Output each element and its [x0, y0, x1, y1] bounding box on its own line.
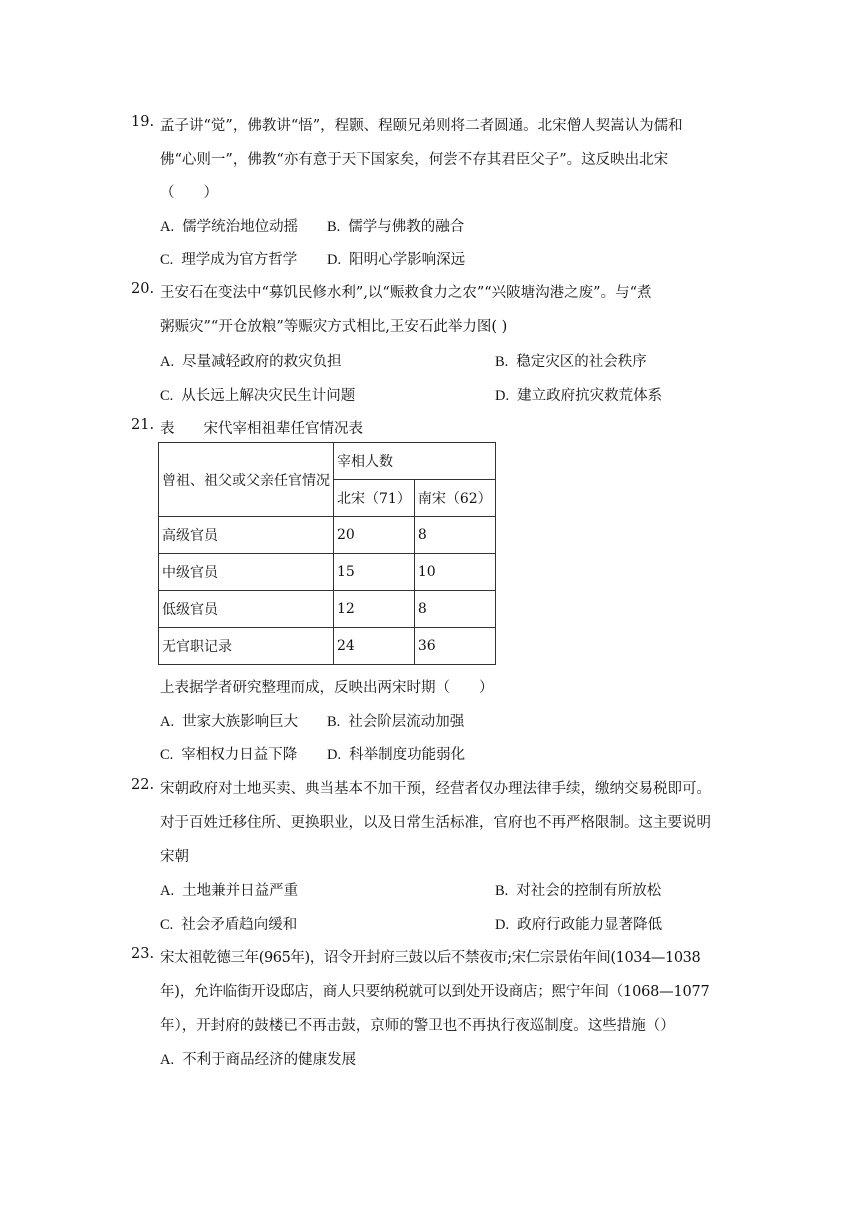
- option-a[interactable]: [160, 1048, 356, 1069]
- south-value: 8: [414, 517, 495, 554]
- option-d[interactable]: [495, 913, 662, 934]
- question-stem-line: 年），开封府的鼓楼已不再击鼓，京师的警卫也不再执行夜巡制度。这些措施（）: [160, 1018, 675, 1034]
- option-text: 儒学统治地位动摇: [182, 219, 299, 235]
- question-stem-line: 宋朝政府对土地买卖、典当基本不加干预，经营者仅办理法律手续，缴纳交易税即可。: [160, 781, 711, 797]
- option-text: 政府行政能力显著降低: [517, 917, 663, 933]
- option-label: A.: [160, 883, 175, 899]
- option-b[interactable]: [495, 879, 661, 900]
- question-stem-line: 王安石在变法中“募饥民修水利”,以“赈救食力之农”“兴陂塘沟港之废”。与“煮: [160, 285, 652, 301]
- option-text: 社会阶层流动加强: [348, 714, 465, 730]
- north-song-header: 北宋（71）: [334, 480, 415, 517]
- south-value: 8: [414, 591, 495, 628]
- option-label: D.: [327, 747, 342, 763]
- option-text: 理学成为官方哲学: [181, 252, 298, 268]
- table-row: [159, 554, 496, 591]
- option-text: 宰相权力日益下降: [181, 747, 298, 763]
- option-text: 科举制度功能弱化: [349, 747, 466, 763]
- option-text: 阳明心学影响深远: [349, 252, 466, 268]
- table-row: [159, 628, 496, 665]
- option-label: D.: [495, 917, 510, 933]
- option-d[interactable]: [327, 743, 465, 764]
- option-b[interactable]: [327, 215, 464, 236]
- question-stem-line: （ ）: [160, 185, 218, 201]
- option-b[interactable]: [327, 710, 464, 731]
- option-text: 建立政府抗灾救荒体系: [517, 388, 663, 404]
- question-number: 21.: [131, 417, 155, 433]
- option-text: 儒学与佛教的融合: [348, 219, 465, 235]
- question-stem-line: 对于百姓迁移住所、更换职业，以及日常生活标准，官府也不再严格限制。这主要说明: [160, 815, 711, 831]
- option-label: A.: [160, 714, 175, 730]
- option-a[interactable]: [160, 879, 298, 900]
- row-header-cell: 曾祖、祖父或父亲任官情况: [159, 443, 334, 517]
- row-label: 低级官员: [159, 591, 334, 628]
- option-text: 世家大族影响巨大: [182, 714, 299, 730]
- option-text: 对社会的控制有所放松: [516, 883, 662, 899]
- question-number: 20.: [131, 281, 155, 297]
- option-label: B.: [495, 883, 509, 899]
- option-text: 从长远上解决灾民生计问题: [181, 388, 356, 404]
- option-c[interactable]: [160, 248, 297, 269]
- question-stem-line: 宋朝: [160, 849, 189, 865]
- table-row: [159, 591, 496, 628]
- option-d[interactable]: [327, 248, 465, 269]
- question-stem-line: 佛“心则一”，佛教“亦有意于天下国家矣，何尝不存其君臣父子”。这反映出北宋: [160, 152, 669, 168]
- option-label: C.: [160, 252, 174, 268]
- option-label: D.: [495, 388, 510, 404]
- north-value: 12: [334, 591, 415, 628]
- row-label: 中级官员: [159, 554, 334, 591]
- question-stem-line: 上表据学者研究整理而成，反映出两宋时期（ ）: [160, 680, 494, 696]
- option-text: 不利于商品经济的健康发展: [182, 1052, 357, 1068]
- south-song-header: 南宋（62）: [414, 480, 495, 517]
- option-c[interactable]: [160, 913, 297, 934]
- group-header-cell: 宰相人数: [334, 443, 496, 480]
- option-label: C.: [160, 747, 174, 763]
- option-text: 尽量减轻政府的救灾负担: [182, 354, 342, 370]
- option-a[interactable]: [160, 710, 298, 731]
- option-a[interactable]: [160, 215, 298, 236]
- option-b[interactable]: [495, 350, 647, 371]
- option-label: A.: [160, 219, 175, 235]
- option-c[interactable]: [160, 384, 355, 405]
- question-number: 22.: [131, 777, 155, 793]
- option-d[interactable]: [495, 384, 662, 405]
- north-value: 20: [334, 517, 415, 554]
- option-label: A.: [160, 354, 175, 370]
- option-text: 社会矛盾趋向缓和: [181, 917, 298, 933]
- row-label: 无官职记录: [159, 628, 334, 665]
- option-text: 土地兼并日益严重: [182, 883, 299, 899]
- south-value: 36: [414, 628, 495, 665]
- question-number: 23.: [131, 946, 155, 962]
- option-label: C.: [160, 917, 174, 933]
- option-text: 稳定灾区的社会秩序: [516, 354, 647, 370]
- row-label: 高级官员: [159, 517, 334, 554]
- question-stem-line: 孟子讲“觉”，佛教讲“悟”，程颢、程颐兄弟则将二者圆通。北宋僧人契嵩认为儒和: [160, 118, 683, 134]
- north-value: 15: [334, 554, 415, 591]
- option-label: B.: [495, 354, 509, 370]
- south-value: 10: [414, 554, 495, 591]
- option-label: D.: [327, 252, 342, 268]
- option-a[interactable]: [160, 350, 342, 371]
- question-stem-line: 宋太祖乾德三年(965年)，诏令开封府三鼓以后不禁夜市;宋仁宗景佑年间(1034—1038: [160, 950, 701, 966]
- question-number: 19.: [131, 114, 155, 130]
- option-label: B.: [327, 714, 341, 730]
- option-label: B.: [327, 219, 341, 235]
- table-caption: 表 宋代宰相祖辈任官情况表: [160, 421, 363, 437]
- official-table: [158, 442, 496, 665]
- option-label: A.: [160, 1052, 175, 1068]
- north-value: 24: [334, 628, 415, 665]
- question-stem-line: 粥赈灾”“开仓放粮”等赈灾方式相比,王安石此举力图( ): [160, 319, 508, 335]
- option-label: C.: [160, 388, 174, 404]
- question-stem-line: 年)，允许临街开设邸店，商人只要纳税就可以到处开设商店；熙宁年间（1068—1077: [160, 984, 710, 1000]
- table-row: [159, 517, 496, 554]
- option-c[interactable]: [160, 743, 297, 764]
